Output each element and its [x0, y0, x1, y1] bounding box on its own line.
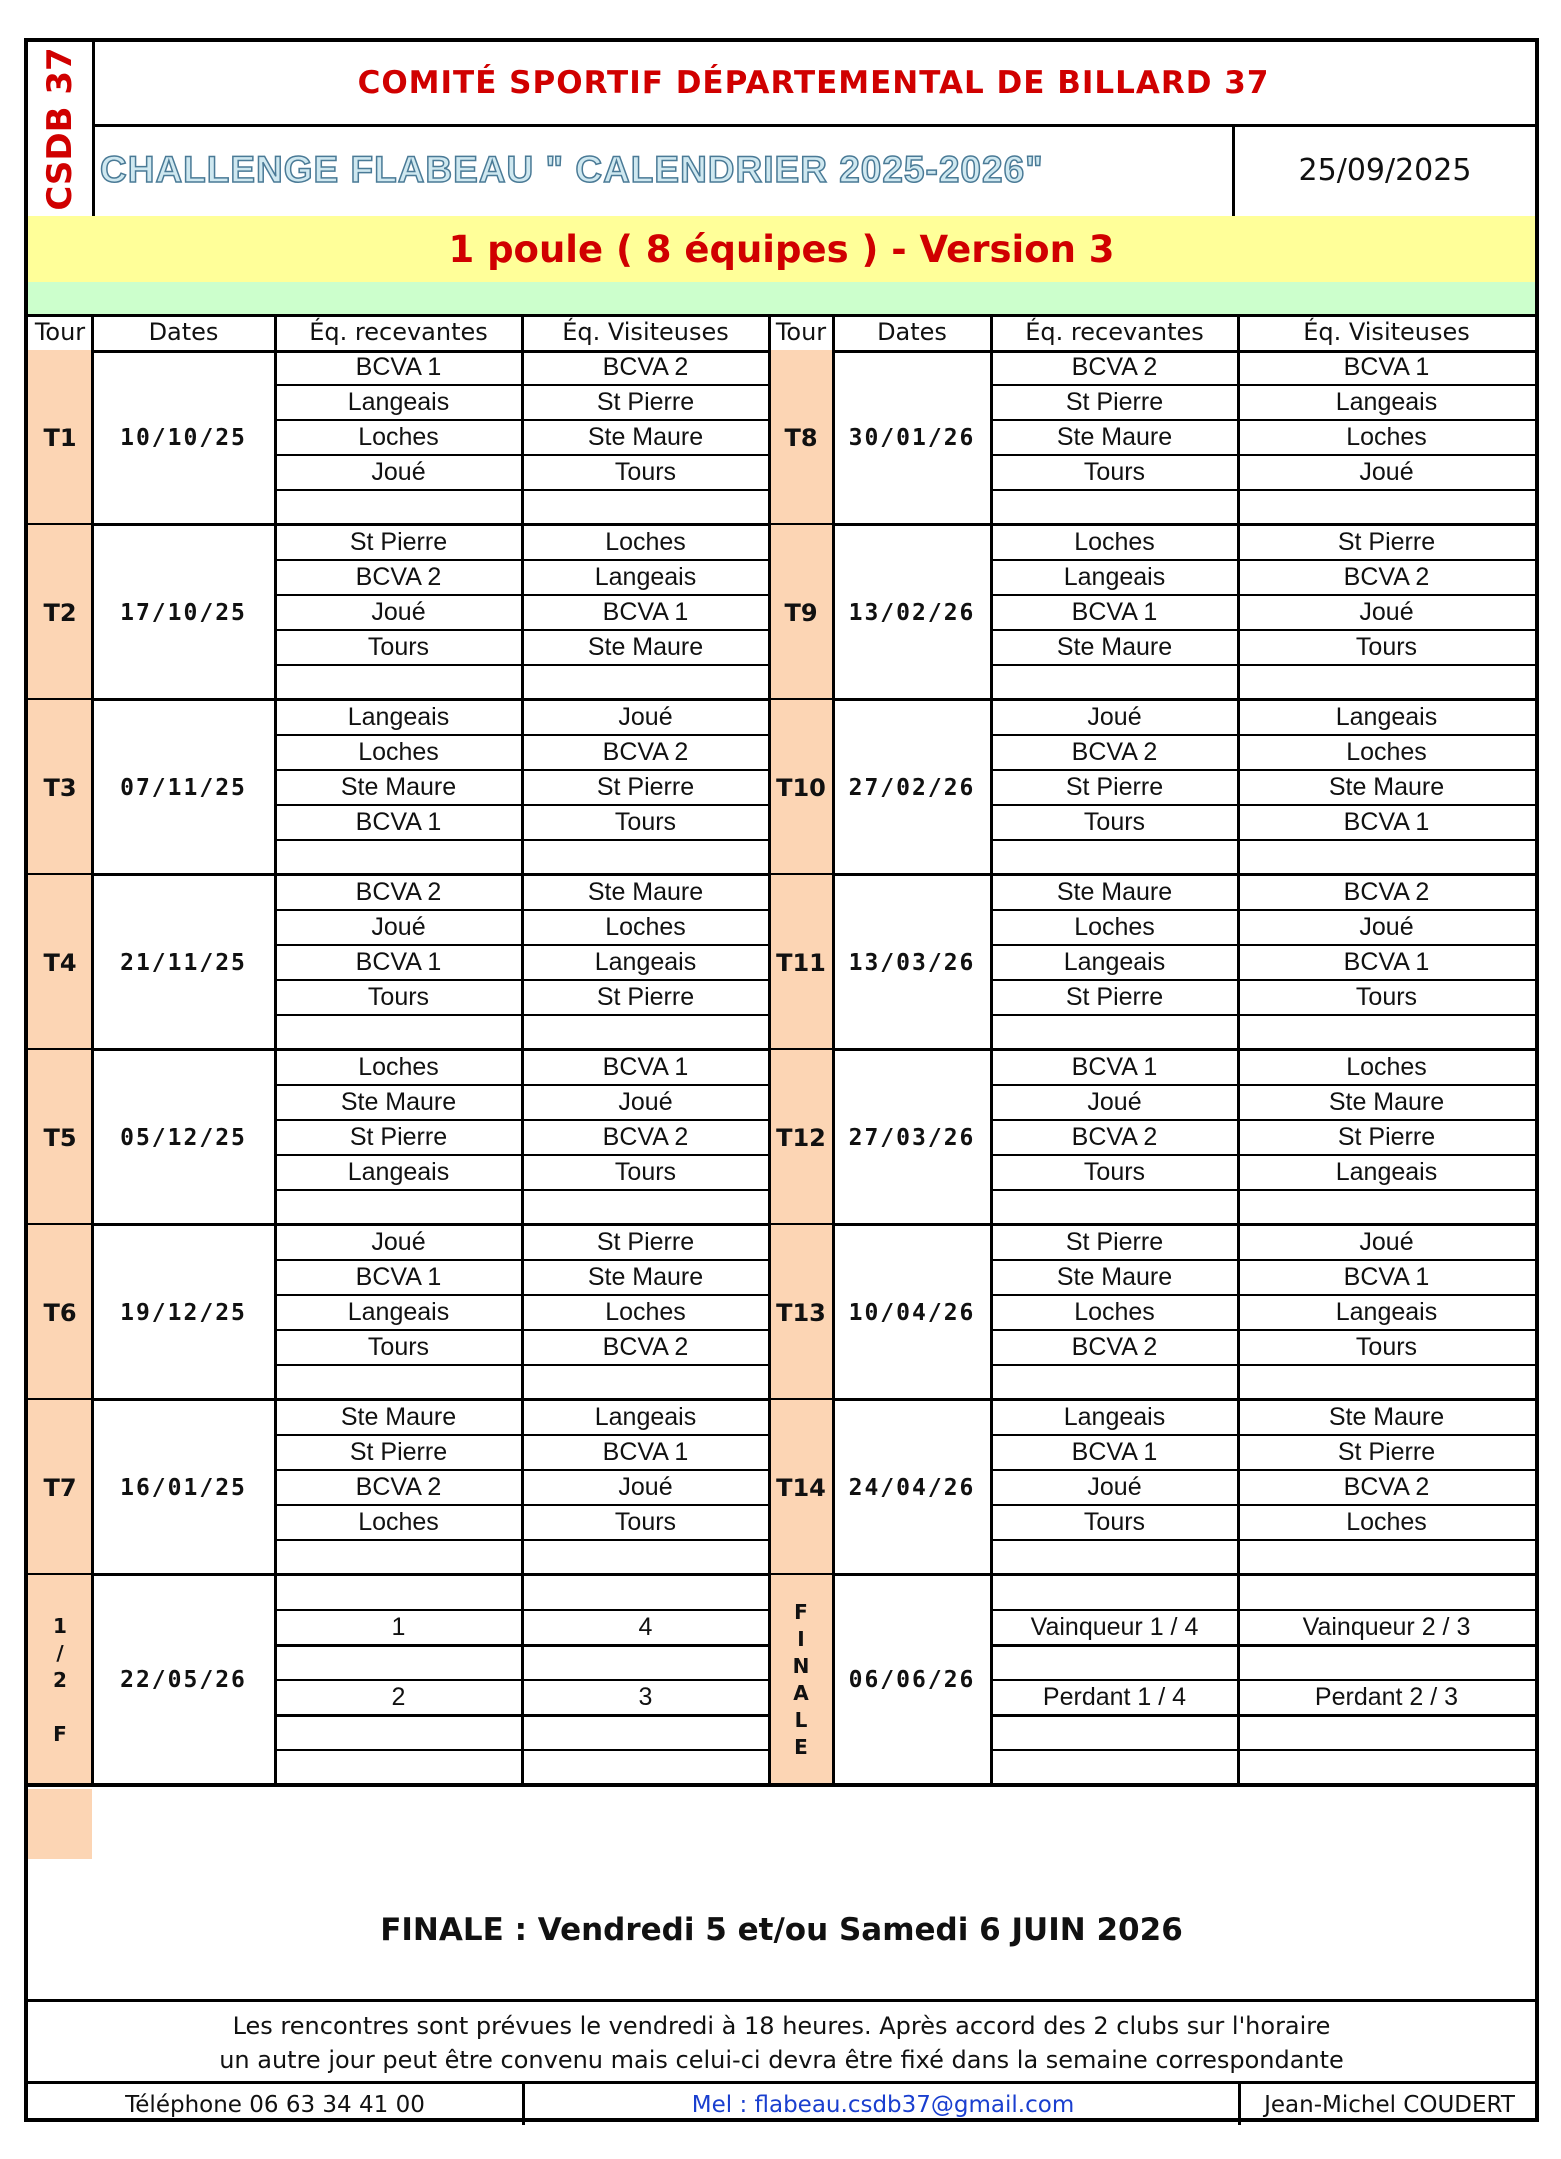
away-team-cell: Ste Maure — [587, 1263, 704, 1291]
home-team-cell: Loches — [358, 738, 439, 766]
home-team-cell: Loches — [1074, 913, 1155, 941]
round-date: 13/02/26 — [848, 599, 976, 626]
away-team-cell: BCVA 1 — [602, 1053, 689, 1081]
away-team-cell: BCVA 2 — [602, 353, 689, 381]
home-team-cell: BCVA 2 — [1071, 353, 1158, 381]
away-team-cell: St Pierre — [596, 983, 695, 1011]
final-special-tour — [769, 1575, 833, 1785]
home-team-cell: Joué — [371, 458, 426, 486]
round-tour: T4 — [28, 875, 92, 1050]
away-team-cell: Langeais — [1335, 1298, 1438, 1326]
away-team-cell: Tours — [1355, 983, 1418, 1011]
footer-rule-line-2: un autre jour peut être convenu mais celui-ci devra être fixé dans la semaine correspondante — [219, 2046, 1344, 2074]
away-team-cell: St Pierre — [596, 773, 695, 801]
away-team-cell: Langeais — [1335, 703, 1438, 731]
block-divider — [769, 1783, 1535, 1787]
tour-letter: / — [56, 1640, 64, 1665]
home-team-cell: BCVA 2 — [355, 878, 442, 906]
tour-letter: 2 — [53, 1667, 67, 1692]
home-team-cell: Joué — [1087, 1088, 1142, 1116]
tour-stub — [28, 1789, 92, 1859]
home-team-cell: Perdant 1 / 4 — [1042, 1683, 1187, 1711]
away-team-cell — [522, 1715, 769, 1750]
away-team-cell: BCVA 1 — [1343, 808, 1430, 836]
home-team-cell: BCVA 2 — [1071, 1123, 1158, 1151]
home-team-cell: Tours — [1083, 1158, 1146, 1186]
away-team-cell: Tours — [614, 458, 677, 486]
away-team-cell: BCVA 2 — [602, 738, 689, 766]
round-date: 05/12/25 — [120, 1124, 247, 1151]
home-team-cell — [275, 1190, 522, 1225]
semi-special-tour — [28, 1575, 92, 1785]
home-team-cell: St Pierre — [349, 1438, 448, 1466]
away-team-cell: BCVA 2 — [602, 1123, 689, 1151]
header-dates-right: Dates — [833, 314, 991, 353]
away-team-cell: Loches — [605, 913, 686, 941]
home-team-cell: BCVA 1 — [355, 1263, 442, 1291]
home-team-cell — [991, 1540, 1238, 1575]
special-tour-label — [793, 1599, 810, 1761]
home-team-cell: BCVA 2 — [355, 1473, 442, 1501]
home-team-cell — [991, 1715, 1238, 1750]
row-divider — [991, 1014, 1535, 1016]
final-special-date: 06/06/26 — [848, 1667, 976, 1693]
home-team-cell: BCVA 2 — [355, 563, 442, 591]
row-divider — [991, 629, 1535, 631]
column-divider — [768, 314, 771, 1785]
away-team-cell: Langeais — [594, 948, 697, 976]
away-team-cell — [1238, 1575, 1535, 1610]
tour-letter — [53, 1694, 67, 1721]
away-team-cell — [1238, 1645, 1535, 1680]
away-team-cell: St Pierre — [1337, 528, 1436, 556]
round-tour: T2 — [28, 525, 92, 700]
home-team-cell: Ste Maure — [1056, 633, 1173, 661]
home-team-cell: BCVA 1 — [355, 808, 442, 836]
row-divider — [991, 769, 1535, 771]
away-team-cell: Ste Maure — [1328, 1403, 1445, 1431]
tour-letter: E — [794, 1735, 808, 1759]
round-date: 19/12/25 — [120, 1299, 247, 1326]
home-team-cell: BCVA 1 — [1071, 1438, 1158, 1466]
round-tour: T6 — [28, 1225, 92, 1400]
header-home-left: Éq. recevantes — [275, 314, 522, 353]
away-team-cell: Loches — [1346, 423, 1427, 451]
away-team-cell: Ste Maure — [587, 423, 704, 451]
row-divider — [991, 1259, 1535, 1261]
round-date: 07/11/25 — [120, 774, 247, 801]
home-team-cell: BCVA 2 — [1071, 1333, 1158, 1361]
home-team-cell: Langeais — [347, 1158, 450, 1186]
away-team-cell — [1238, 665, 1535, 700]
away-team-cell — [522, 1365, 769, 1400]
home-team-cell — [275, 1365, 522, 1400]
away-team-cell — [522, 1750, 769, 1785]
row-divider — [991, 979, 1535, 981]
footer-rules — [28, 1999, 1535, 2084]
tour-letter: I — [797, 1627, 805, 1651]
away-team-cell: Perdant 2 / 3 — [1314, 1683, 1459, 1711]
footer-contact-name: Jean-Michel COUDERT — [1238, 2084, 1538, 2125]
row-divider — [991, 594, 1535, 596]
row-divider — [991, 1364, 1535, 1366]
home-team-cell — [275, 1575, 522, 1610]
round-tour: T8 — [769, 350, 833, 525]
away-team-cell — [1238, 1750, 1535, 1785]
away-team-cell: St Pierre — [1337, 1123, 1436, 1151]
round-date: 16/01/25 — [120, 1474, 247, 1501]
row-divider — [991, 1119, 1535, 1121]
tour-letter: A — [793, 1681, 809, 1705]
away-team-cell: BCVA 1 — [602, 1438, 689, 1466]
home-team-cell: Tours — [1083, 808, 1146, 836]
home-team-cell: Ste Maure — [340, 1403, 457, 1431]
away-team-cell: BCVA 1 — [1343, 353, 1430, 381]
side-label: CSDB 37 — [40, 47, 80, 211]
away-team-cell: Vainqueur 2 / 3 — [1302, 1613, 1471, 1641]
round-tour: T5 — [28, 1050, 92, 1225]
column-divider — [990, 314, 993, 1785]
away-team-cell — [1238, 840, 1535, 875]
away-team-cell — [1238, 1365, 1535, 1400]
side-logo — [28, 42, 95, 219]
home-team-cell — [275, 1645, 522, 1680]
row-divider — [991, 1329, 1535, 1331]
column-divider — [521, 314, 524, 1785]
away-team-cell: Loches — [1346, 738, 1427, 766]
column-divider — [1237, 314, 1240, 1785]
header-tour-left: Tour — [28, 314, 92, 353]
home-team-cell: St Pierre — [349, 528, 448, 556]
away-team-cell — [1238, 1015, 1535, 1050]
home-team-cell: Ste Maure — [1056, 878, 1173, 906]
round-date: 17/10/25 — [120, 599, 247, 626]
column-divider — [91, 314, 94, 1785]
round-tour: T3 — [28, 700, 92, 875]
round-date: 27/03/26 — [848, 1124, 976, 1151]
away-team-cell: BCVA 2 — [1343, 878, 1430, 906]
away-team-cell: Tours — [1355, 633, 1418, 661]
away-team-cell: Ste Maure — [1328, 1088, 1445, 1116]
block-divider — [28, 1783, 769, 1787]
header-tour-right: Tour — [769, 314, 833, 353]
round-tour: T9 — [769, 525, 833, 700]
away-team-cell — [522, 1575, 769, 1610]
away-team-cell: 3 — [638, 1683, 653, 1711]
away-team-cell: St Pierre — [596, 1228, 695, 1256]
home-team-cell — [991, 1365, 1238, 1400]
away-team-cell: Ste Maure — [587, 878, 704, 906]
away-team-cell: Loches — [1346, 1053, 1427, 1081]
away-team-cell: Ste Maure — [587, 633, 704, 661]
row-divider — [991, 1294, 1535, 1296]
footer-phone: Téléphone 06 63 34 41 00 — [125, 2091, 425, 2118]
header-home-right: Éq. recevantes — [991, 314, 1238, 353]
row-divider — [991, 1434, 1535, 1436]
away-team-cell: Loches — [1346, 1508, 1427, 1536]
away-team-cell: Joué — [618, 1088, 673, 1116]
away-team-cell: Joué — [618, 1473, 673, 1501]
away-team-cell — [522, 1190, 769, 1225]
challenge-title: CHALLENGE FLABEAU " CALENDRIER 2025-2026" — [92, 124, 1240, 219]
away-team-cell: BCVA 2 — [602, 1333, 689, 1361]
home-team-cell: BCVA 1 — [355, 353, 442, 381]
round-tour: T13 — [769, 1225, 833, 1400]
away-team-cell: BCVA 1 — [1343, 1263, 1430, 1291]
away-team-cell: Tours — [614, 1508, 677, 1536]
home-team-cell: Ste Maure — [340, 1088, 457, 1116]
round-date: 10/04/26 — [848, 1299, 976, 1326]
home-team-cell — [275, 1715, 522, 1750]
tour-letter: N — [792, 1654, 810, 1678]
footer-rule-line-1: Les rencontres sont prévues le vendredi à 18 heures. Après accord des 2 clubs sur l'horaire — [232, 2012, 1331, 2040]
away-team-cell: St Pierre — [596, 388, 695, 416]
home-team-cell: Tours — [367, 633, 430, 661]
away-team-cell: BCVA 1 — [602, 598, 689, 626]
row-divider — [991, 1749, 1535, 1751]
home-team-cell: St Pierre — [349, 1123, 448, 1151]
row-divider — [991, 734, 1535, 736]
round-tour: T12 — [769, 1050, 833, 1225]
home-team-cell: Joué — [1087, 703, 1142, 731]
row-divider — [991, 1504, 1535, 1506]
green-band — [28, 282, 1535, 317]
home-team-cell — [991, 665, 1238, 700]
away-team-cell — [1238, 1540, 1535, 1575]
away-team-cell: BCVA 2 — [1343, 563, 1430, 591]
row-divider — [991, 419, 1535, 421]
home-team-cell: St Pierre — [1065, 983, 1164, 1011]
away-team-cell: Joué — [1359, 1228, 1414, 1256]
row-divider — [991, 804, 1535, 806]
home-team-cell: BCVA 1 — [1071, 598, 1158, 626]
home-team-cell — [991, 490, 1238, 525]
home-team-cell: Ste Maure — [1056, 1263, 1173, 1291]
footer-mail-link[interactable]: Mel : flabeau.csdb37@gmail.com — [522, 2084, 1241, 2125]
home-team-cell — [991, 1575, 1238, 1610]
row-divider — [991, 944, 1535, 946]
away-team-cell: 4 — [638, 1613, 653, 1641]
away-team-cell — [522, 1645, 769, 1680]
away-team-cell: Langeais — [594, 563, 697, 591]
round-tour: T7 — [28, 1400, 92, 1575]
row-divider — [991, 1539, 1535, 1541]
away-team-cell — [1238, 490, 1535, 525]
home-team-cell: Langeais — [347, 1298, 450, 1326]
publication-date: 25/09/2025 — [1232, 124, 1535, 219]
home-team-cell: Loches — [358, 423, 439, 451]
home-team-cell: Joué — [1087, 1473, 1142, 1501]
row-divider — [991, 1714, 1535, 1717]
away-team-cell: Ste Maure — [1328, 773, 1445, 801]
tour-letter: F — [794, 1600, 808, 1624]
row-divider — [991, 489, 1535, 491]
row-divider — [991, 559, 1535, 561]
semi-special-date: 22/05/26 — [120, 1667, 247, 1693]
home-team-cell — [275, 1540, 522, 1575]
away-team-cell: Tours — [614, 1158, 677, 1186]
round-date: 10/10/25 — [120, 424, 247, 451]
tour-letter: 1 — [53, 1613, 67, 1638]
home-team-cell: Tours — [367, 1333, 430, 1361]
round-date: 24/04/26 — [848, 1474, 976, 1501]
away-team-cell: Tours — [1355, 1333, 1418, 1361]
row-divider — [991, 1084, 1535, 1086]
home-team-cell — [991, 1750, 1238, 1785]
away-team-cell: Joué — [1359, 598, 1414, 626]
home-team-cell: Langeais — [1063, 563, 1166, 591]
away-team-cell: Langeais — [1335, 388, 1438, 416]
calendar-sheet — [24, 38, 1539, 2122]
row-divider — [991, 1679, 1535, 1681]
home-team-cell: Loches — [1074, 1298, 1155, 1326]
footer-contacts — [28, 2081, 1535, 2125]
tour-letter: L — [794, 1708, 808, 1732]
away-team-cell — [522, 840, 769, 875]
away-team-cell — [522, 1540, 769, 1575]
row-divider — [991, 839, 1535, 841]
away-team-cell: Tours — [614, 808, 677, 836]
round-date: 27/02/26 — [848, 774, 976, 801]
row-divider — [991, 1469, 1535, 1471]
row-divider — [991, 1609, 1535, 1611]
home-team-cell — [275, 490, 522, 525]
header-away-left: Éq. Visiteuses — [522, 314, 769, 353]
tour-letter: F — [53, 1721, 67, 1746]
finale-note: FINALE : Vendredi 5 et/ou Samedi 6 JUIN 2026 — [380, 1912, 1183, 1948]
round-tour: T1 — [28, 350, 92, 525]
away-team-cell — [522, 1015, 769, 1050]
home-team-cell: Joué — [371, 598, 426, 626]
away-team-cell: Langeais — [594, 1403, 697, 1431]
home-team-cell: 1 — [391, 1613, 406, 1641]
away-team-cell — [522, 490, 769, 525]
round-tour: T10 — [769, 700, 833, 875]
home-team-cell: 2 — [391, 1683, 406, 1711]
home-team-cell: Ste Maure — [1056, 423, 1173, 451]
away-team-cell: BCVA 2 — [1343, 1473, 1430, 1501]
home-team-cell: St Pierre — [1065, 388, 1164, 416]
special-tour-label — [53, 1613, 67, 1748]
row-divider — [991, 1154, 1535, 1156]
away-team-cell — [1238, 1190, 1535, 1225]
away-team-cell: Loches — [605, 528, 686, 556]
row-divider — [991, 1189, 1535, 1191]
away-team-cell: Langeais — [1335, 1158, 1438, 1186]
away-team-cell: Joué — [618, 703, 673, 731]
round-date: 13/03/26 — [848, 949, 976, 976]
home-team-cell — [991, 1645, 1238, 1680]
home-team-cell: Loches — [358, 1508, 439, 1536]
home-team-cell — [991, 1015, 1238, 1050]
away-team-cell — [522, 665, 769, 700]
home-team-cell: Tours — [1083, 1508, 1146, 1536]
round-tour: T14 — [769, 1400, 833, 1575]
home-team-cell — [991, 840, 1238, 875]
home-team-cell: Tours — [1083, 458, 1146, 486]
header-dates-left: Dates — [92, 314, 275, 353]
home-team-cell: Ste Maure — [340, 773, 457, 801]
column-divider — [274, 314, 277, 1785]
round-date: 21/11/25 — [120, 949, 247, 976]
home-team-cell — [275, 665, 522, 700]
away-team-cell: Joué — [1359, 913, 1414, 941]
home-team-cell — [275, 1015, 522, 1050]
away-team-cell: St Pierre — [1337, 1438, 1436, 1466]
home-team-cell: Loches — [1074, 528, 1155, 556]
home-team-cell: Langeais — [347, 388, 450, 416]
row-divider — [991, 664, 1535, 666]
home-team-cell: Langeais — [1063, 948, 1166, 976]
home-team-cell: Joué — [371, 913, 426, 941]
home-team-cell: Tours — [367, 983, 430, 1011]
home-team-cell: Langeais — [347, 703, 450, 731]
home-team-cell: BCVA 1 — [1071, 1053, 1158, 1081]
row-divider — [991, 909, 1535, 911]
row-divider — [991, 1644, 1535, 1647]
home-team-cell: BCVA 1 — [355, 948, 442, 976]
away-team-cell: Loches — [605, 1298, 686, 1326]
home-team-cell — [275, 1750, 522, 1785]
home-team-cell: BCVA 2 — [1071, 738, 1158, 766]
round-date: 30/01/26 — [848, 424, 976, 451]
home-team-cell — [275, 840, 522, 875]
row-divider — [991, 384, 1535, 386]
home-team-cell: Langeais — [1063, 1403, 1166, 1431]
away-team-cell — [1238, 1715, 1535, 1750]
home-team-cell: Joué — [371, 1228, 426, 1256]
column-divider — [832, 314, 835, 1785]
home-team-cell: Loches — [358, 1053, 439, 1081]
poule-title: 1 poule ( 8 équipes ) - Version 3 — [28, 216, 1535, 285]
row-divider — [991, 454, 1535, 456]
away-team-cell: Joué — [1359, 458, 1414, 486]
home-team-cell: St Pierre — [1065, 1228, 1164, 1256]
home-team-cell: St Pierre — [1065, 773, 1164, 801]
header-away-right: Éq. Visiteuses — [1238, 314, 1535, 353]
home-team-cell — [991, 1190, 1238, 1225]
organization-title: COMITÉ SPORTIF DÉPARTEMENTAL DE BILLARD 37 — [92, 42, 1535, 127]
home-team-cell: Vainqueur 1 / 4 — [1030, 1613, 1199, 1641]
away-team-cell: BCVA 1 — [1343, 948, 1430, 976]
round-tour: T11 — [769, 875, 833, 1050]
